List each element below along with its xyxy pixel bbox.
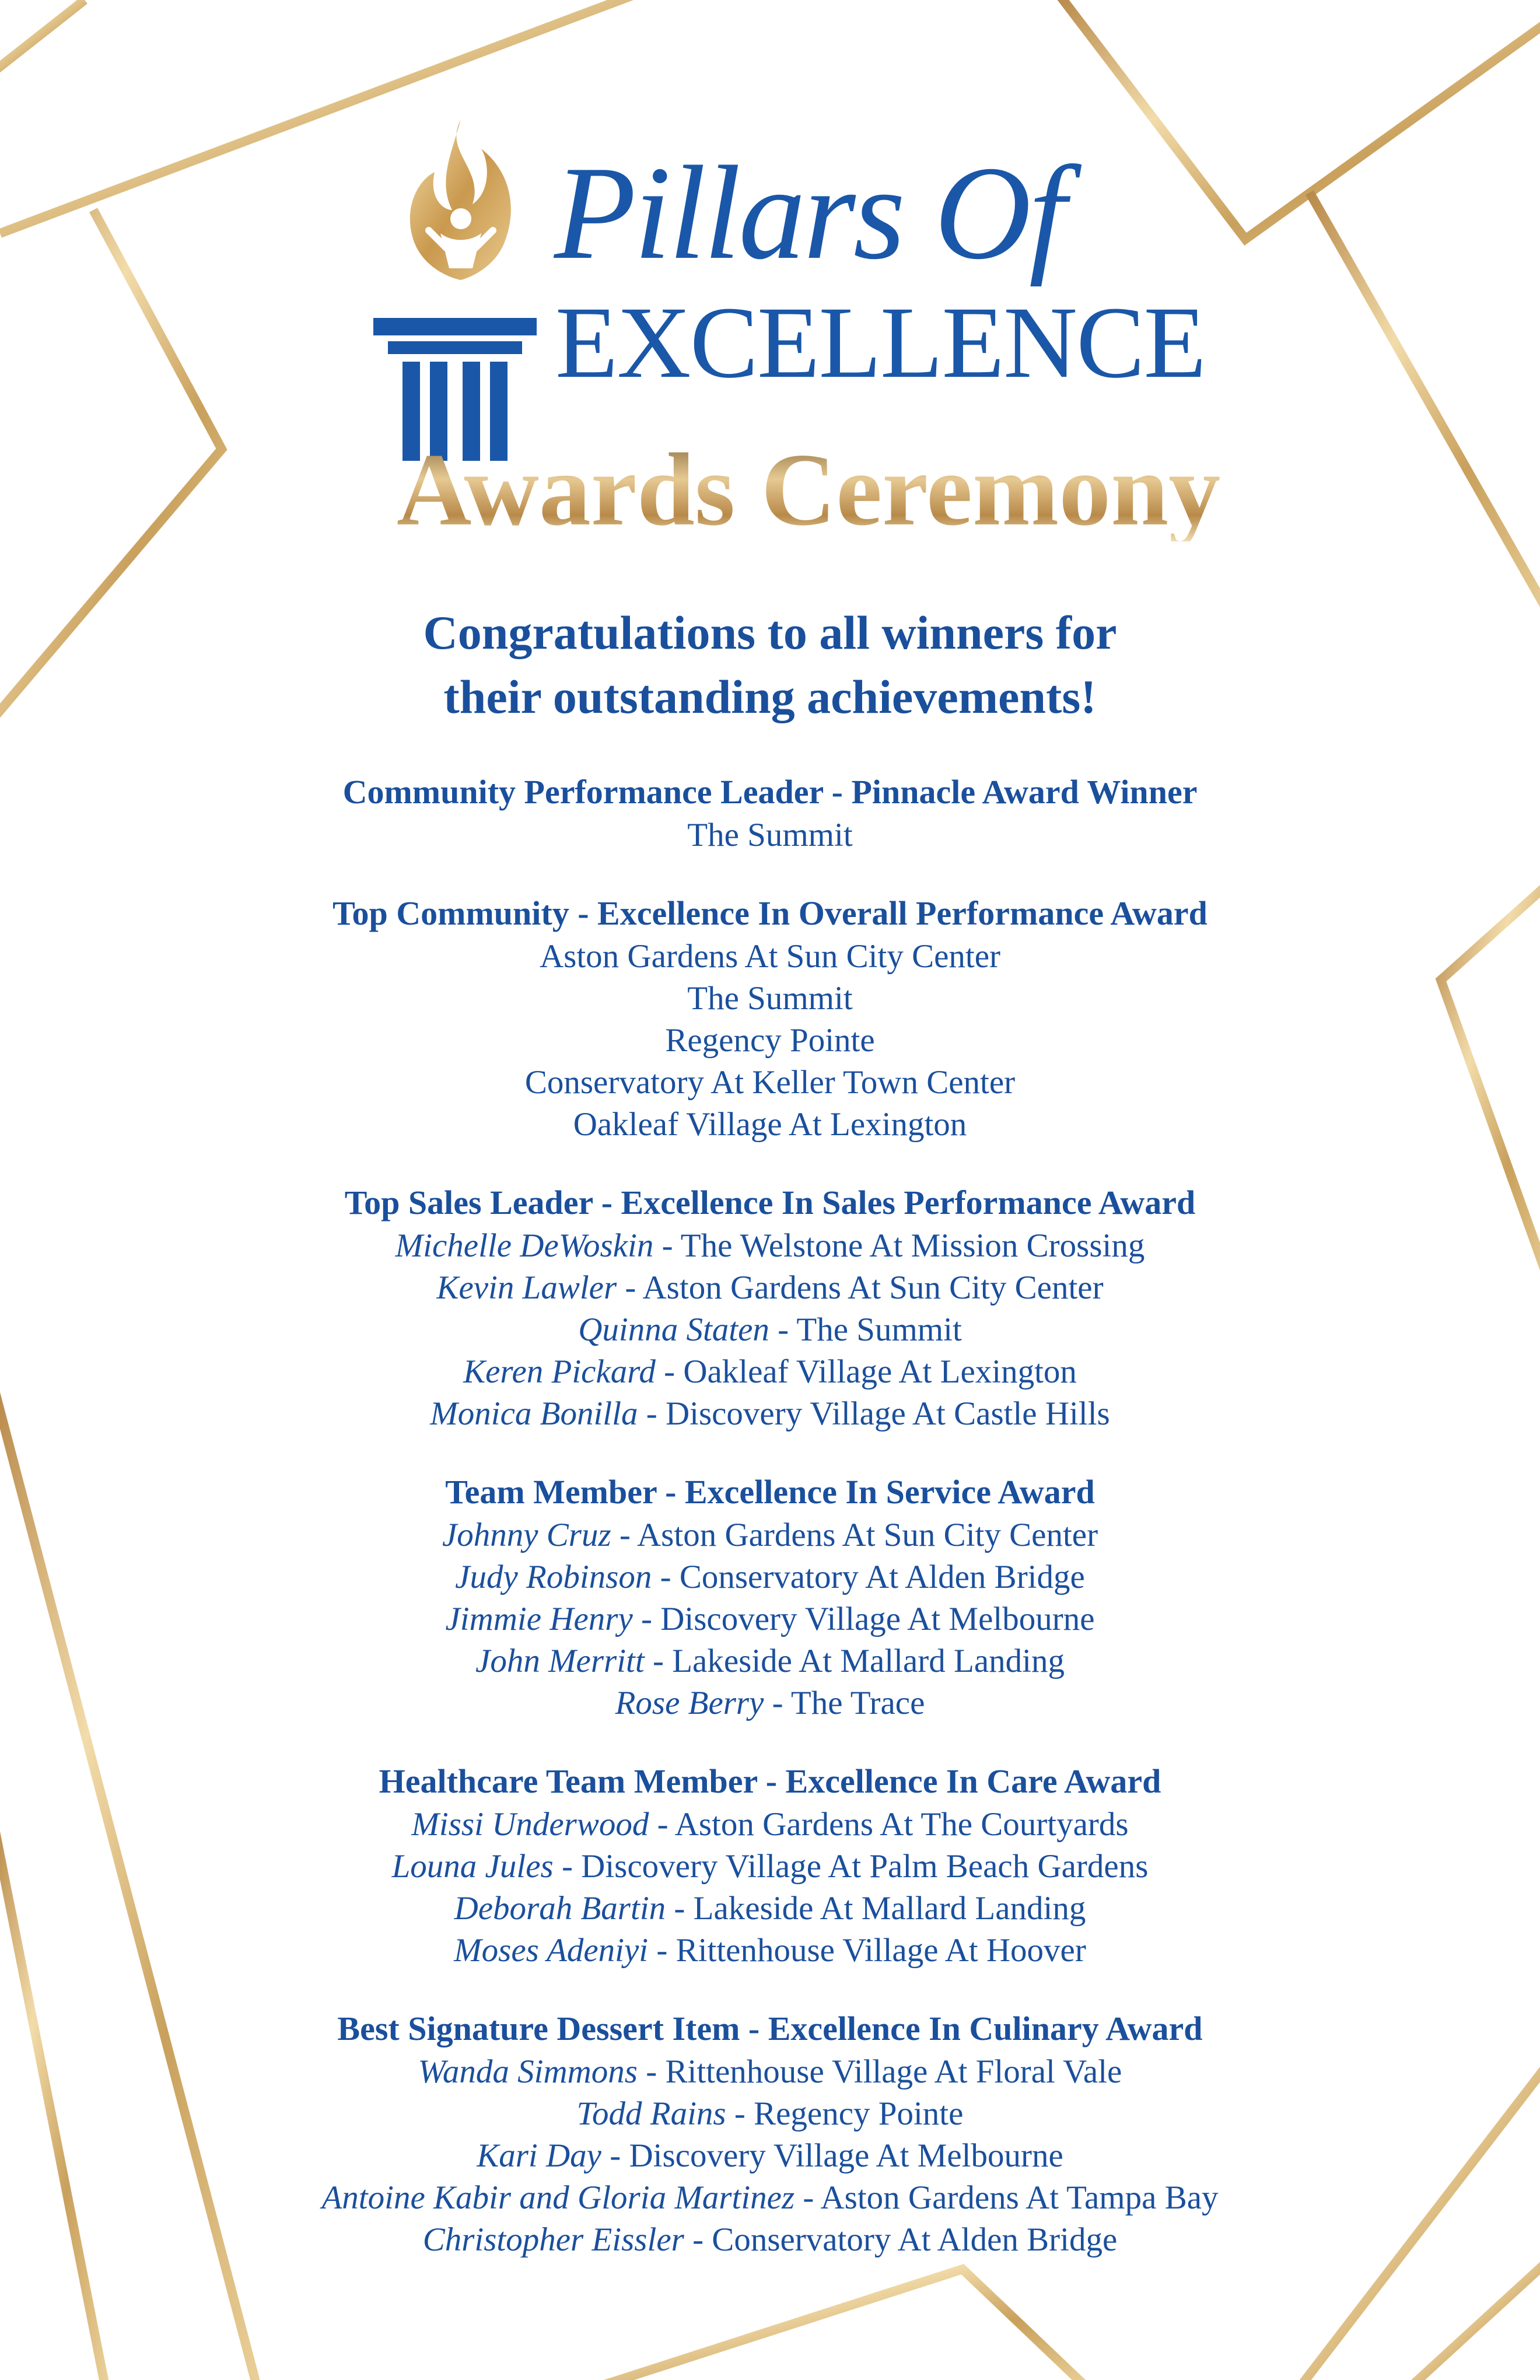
winner-entry [187, 1225, 1353, 1267]
winner-entry [187, 936, 1353, 978]
winner-entry [187, 1804, 1353, 1846]
logo-awards-ceremony-text: Awards Ceremony [397, 432, 1221, 547]
winner-community: Discovery Village At Castle Hills [665, 1395, 1110, 1432]
winner-entry [187, 1598, 1353, 1640]
winner-name: Moses Adeniyi [454, 1932, 649, 1969]
winner-community: Discovery Village At Melbourne [629, 2137, 1063, 2174]
winner-name: Todd Rains [576, 2095, 726, 2132]
award-title: Community Performance Leader - Pinnacle Award Winner [342, 773, 1198, 811]
winner-name: Christopher Eissler [422, 2221, 684, 2258]
winner-community: Discovery Village At Palm Beach Gardens [581, 1848, 1149, 1885]
winner-name: Missi Underwood [411, 1806, 649, 1843]
winner-entry [187, 1267, 1353, 1309]
winner-name: Louna Jules [391, 1848, 554, 1885]
award-section [187, 891, 1353, 1146]
winner-entry [187, 1062, 1353, 1104]
logo-excellence-text: EXCELLENCE [555, 286, 1206, 400]
winner-community: The Summit [687, 817, 853, 853]
torch-pillar-icon [373, 117, 542, 467]
winner-entry [187, 2051, 1353, 2093]
winner-entry [187, 1888, 1353, 1930]
winner-community: Lakeside At Mallard Landing [693, 1890, 1086, 1927]
congratulations-line-1: Congratulations to all winners for [423, 606, 1117, 659]
award-section [187, 1759, 1353, 1972]
separator: - [638, 1395, 666, 1432]
winner-name: Wanda Simmons [418, 2053, 638, 2090]
frame-line-left-lower [0, 1826, 105, 2380]
winner-community: The Summit [687, 980, 853, 1017]
winner-entry [187, 1104, 1353, 1146]
separator: - [648, 1932, 676, 1969]
separator: - [666, 1890, 694, 1927]
winner-entry [187, 2093, 1353, 2135]
separator: - [637, 2053, 666, 2090]
winner-entry [187, 2135, 1353, 2177]
winner-community: Aston Gardens At Sun City Center [642, 1269, 1104, 1306]
award-section [187, 1181, 1353, 1435]
frame-line-right-diagonal [1310, 192, 1540, 618]
winner-community: Oakleaf Village At Lexington [573, 1106, 967, 1143]
winner-name: Deborah Bartin [454, 1890, 666, 1927]
winner-name: Keren Pickard [463, 1353, 656, 1390]
winner-community: The Trace [790, 1685, 925, 1721]
separator: - [553, 1848, 582, 1885]
winner-name: Quinna Staten [578, 1311, 769, 1348]
winner-entry [187, 814, 1353, 856]
award-title: Healthcare Team Member - Excellence In Care Award [379, 1762, 1161, 1800]
separator: - [764, 1685, 791, 1721]
frame-line-right-chevron [1441, 881, 1540, 1289]
separator: - [611, 1517, 638, 1553]
winner-entry [187, 1514, 1353, 1556]
winner-entry [187, 1640, 1353, 1682]
separator: - [655, 1353, 684, 1390]
frame-line-bottom-right-2 [1412, 2258, 1540, 2380]
winner-entry [187, 1351, 1353, 1393]
separator: - [684, 2221, 712, 2258]
winner-name: Kari Day [477, 2137, 601, 2174]
separator: - [644, 1643, 673, 1679]
winner-entry [187, 1020, 1353, 1062]
winner-community: Discovery Village At Melbourne [660, 1601, 1095, 1637]
separator: - [769, 1311, 797, 1348]
winner-entry [187, 1930, 1353, 1972]
winner-community: Rittenhouse Village At Hoover [676, 1932, 1086, 1969]
winner-community: Aston Gardens At The Courtyards [674, 1806, 1129, 1843]
winner-entry [187, 1682, 1353, 1724]
winner-community: Oakleaf Village At Lexington [683, 1353, 1077, 1390]
winner-entry [187, 2219, 1353, 2261]
winner-name: Kevin Lawler [436, 1269, 617, 1306]
separator: - [652, 1559, 680, 1595]
winner-name: Jimmie Henry [445, 1601, 633, 1637]
winner-entry [187, 978, 1353, 1020]
congratulations-line-2: their outstanding achievements! [443, 670, 1097, 723]
winner-community: Regency Pointe [665, 1022, 875, 1059]
winner-name: Michelle DeWoskin [395, 1227, 654, 1264]
winner-community: The Summit [796, 1311, 962, 1348]
award-title: Top Community - Excellence In Overall Performance Award [332, 894, 1208, 932]
logo-script-text: Pillars Of [554, 138, 1064, 287]
congratulations-heading [187, 601, 1353, 729]
winner-community: The Welstone At Mission Crossing [680, 1227, 1145, 1264]
winner-name: Johnny Cruz [442, 1517, 611, 1553]
winner-community: Aston Gardens At Sun City Center [539, 938, 1001, 975]
award-sections [187, 770, 1353, 2261]
separator: - [726, 2095, 754, 2132]
winner-community: Regency Pointe [754, 2095, 964, 2132]
winner-community: Aston Gardens At Tampa Bay [820, 2179, 1219, 2216]
winners-list [187, 601, 1353, 2296]
award-title: Team Member - Excellence In Service Award [445, 1473, 1095, 1511]
winner-entry [187, 1846, 1353, 1888]
winner-name: Rose Berry [615, 1685, 764, 1721]
winner-name: Monica Bonilla [430, 1395, 638, 1432]
winner-entry [187, 1556, 1353, 1598]
award-section [187, 2007, 1353, 2261]
award-title: Top Sales Leader - Excellence In Sales Performance Award [344, 1184, 1196, 1222]
award-section [187, 770, 1353, 856]
winner-name: Antoine Kabir and Gloria Martinez [321, 2179, 795, 2216]
winner-entry [187, 1309, 1353, 1351]
pillars-of-excellence-logo [350, 111, 1221, 601]
separator: - [649, 1806, 675, 1843]
winner-community: Conservatory At Alden Bridge [712, 2221, 1118, 2258]
separator: - [653, 1227, 681, 1264]
winner-entry [187, 2177, 1353, 2219]
separator: - [794, 2179, 821, 2216]
award-title: Best Signature Dessert Item - Excellence In Culinary Award [337, 2010, 1203, 2048]
separator: - [617, 1269, 643, 1306]
winner-name: John Merritt [475, 1643, 645, 1679]
winner-community: Aston Gardens At Sun City Center [637, 1517, 1098, 1553]
separator: - [632, 1601, 661, 1637]
winner-community: Conservatory At Keller Town Center [524, 1064, 1016, 1101]
winner-name: Judy Robinson [455, 1559, 652, 1595]
separator: - [601, 2137, 629, 2174]
award-section [187, 1470, 1353, 1724]
winner-community: Conservatory At Alden Bridge [679, 1559, 1085, 1595]
winner-entry [187, 1393, 1353, 1435]
winner-community: Rittenhouse Village At Floral Vale [665, 2053, 1122, 2090]
frame-line-top-left [0, 0, 85, 76]
winner-community: Lakeside At Mallard Landing [672, 1643, 1065, 1679]
